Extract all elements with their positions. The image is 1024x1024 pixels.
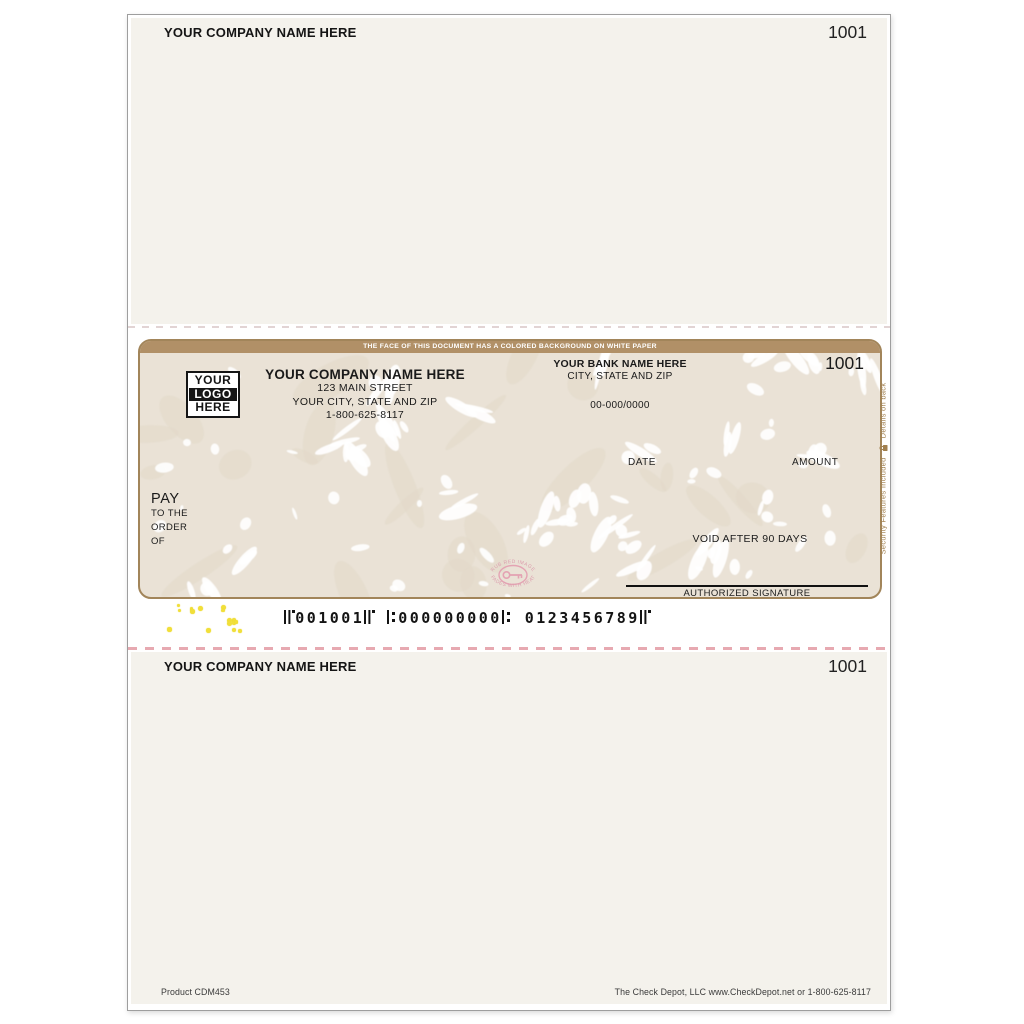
date-label: DATE bbox=[628, 457, 656, 468]
top-stub-check-number: 1001 bbox=[828, 22, 867, 42]
micr-zone bbox=[131, 599, 887, 645]
logo-line-3: HERE bbox=[195, 400, 231, 415]
security-fiber-dot bbox=[206, 628, 211, 633]
security-fiber-dot bbox=[190, 609, 195, 614]
check-number: 1001 bbox=[825, 353, 864, 373]
seal-arc-bottom-text: FADES WITH HEAT bbox=[489, 574, 537, 590]
bottom-stub-check-number: 1001 bbox=[828, 656, 867, 676]
perforation-line-bottom bbox=[128, 647, 890, 650]
sheet-footer bbox=[161, 987, 871, 997]
company-city: YOUR CITY, STATE AND ZIP bbox=[292, 395, 438, 408]
security-banner: THE FACE OF THIS DOCUMENT HAS A COLORED BACKGROUND ON WHITE PAPER bbox=[140, 341, 880, 353]
security-fiber-dot bbox=[198, 606, 203, 611]
company-name: YOUR COMPANY NAME HERE bbox=[265, 367, 465, 382]
vendor-line: The Check Depot, LLC www.CheckDepot.net or 1-800-625-8117 bbox=[614, 987, 871, 997]
amount-label: AMOUNT bbox=[792, 457, 839, 468]
seal-arc-top-text: RUB RED IMAGE bbox=[489, 558, 537, 574]
details-on-back-text: Details on back bbox=[878, 382, 888, 439]
void-after-notice: VOID AFTER 90 DAYS bbox=[692, 533, 808, 545]
company-info-block bbox=[240, 367, 490, 423]
security-features-text: Security Features Included bbox=[878, 457, 888, 555]
authorized-signature-label: AUTHORIZED SIGNATURE bbox=[683, 588, 811, 599]
bank-fraction-code: 00-000/0000 bbox=[590, 400, 650, 411]
micr-line: 0 0 1 0 0 1 0 0 0 0 0 0 0 0 0 0 1 2 3 4 5 6 7 8 9 bbox=[283, 609, 650, 627]
bank-city: CITY, STATE AND ZIP bbox=[567, 371, 673, 382]
heat-sensitive-key-seal bbox=[484, 555, 542, 595]
of-label: OF bbox=[151, 536, 165, 547]
top-stub bbox=[131, 18, 887, 324]
key-icon bbox=[503, 572, 522, 579]
security-fiber-dot bbox=[238, 629, 242, 633]
logo-placeholder-box bbox=[186, 371, 240, 418]
security-fiber-dot bbox=[178, 609, 181, 612]
security-fiber-dot bbox=[232, 628, 236, 632]
check-body bbox=[138, 339, 882, 599]
security-fiber-dot bbox=[177, 604, 181, 608]
bank-info-block bbox=[510, 358, 730, 411]
company-phone: 1-800-625-8117 bbox=[325, 409, 405, 421]
product-code: Product CDM453 bbox=[161, 987, 230, 997]
pay-label: PAY bbox=[151, 491, 180, 507]
bottom-stub bbox=[131, 652, 887, 1004]
lock-icon bbox=[878, 443, 888, 452]
security-fiber-dot bbox=[235, 620, 239, 624]
check-sheet bbox=[127, 14, 891, 1011]
signature-line bbox=[626, 585, 868, 599]
bank-name: YOUR BANK NAME HERE bbox=[553, 358, 687, 370]
company-address: 123 MAIN STREET bbox=[317, 382, 413, 394]
svg-text:FADES WITH HEAT bbox=[489, 575, 537, 590]
security-fibers bbox=[151, 603, 251, 637]
security-fiber-dot bbox=[221, 609, 224, 612]
bottom-stub-company-name: YOUR COMPANY NAME HERE bbox=[164, 659, 357, 674]
logo-line-2: LOGO bbox=[189, 388, 237, 402]
logo-line-1: YOUR bbox=[194, 373, 232, 387]
order-label: ORDER bbox=[151, 522, 188, 533]
top-stub-company-name: YOUR COMPANY NAME HERE bbox=[164, 25, 357, 40]
to-the-label: TO THE bbox=[151, 508, 188, 519]
security-side-text bbox=[876, 339, 891, 599]
security-fiber-dot bbox=[167, 627, 171, 631]
perforation-line-top bbox=[128, 326, 890, 328]
pay-to-order-block bbox=[151, 491, 188, 549]
